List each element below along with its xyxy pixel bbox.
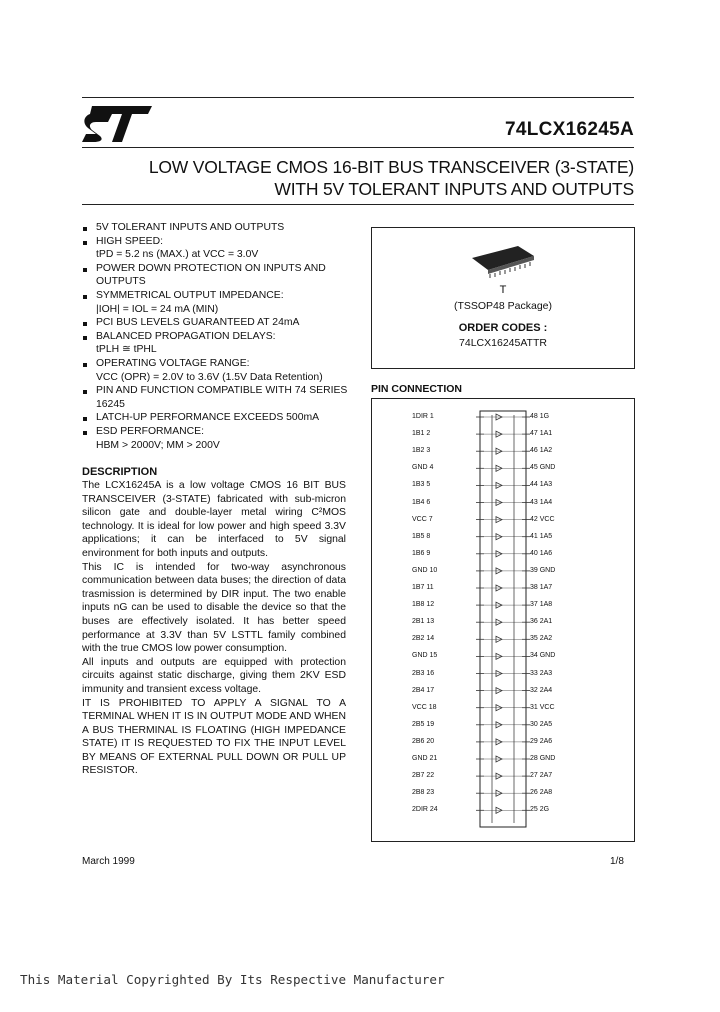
package-letter: T bbox=[499, 284, 507, 296]
pin-label-left: 1B7 11 bbox=[412, 584, 434, 591]
feature-list bbox=[82, 221, 357, 452]
feature-item: ESD PERFORMANCE: HBM > 2000V; MM > 200V bbox=[82, 425, 357, 452]
pin-label-left: 2B8 23 bbox=[412, 789, 435, 797]
pin-label-right: 48 1G bbox=[530, 413, 550, 420]
top-rule bbox=[82, 97, 634, 98]
feature-item: 5V TOLERANT INPUTS AND OUTPUTS bbox=[82, 221, 357, 235]
st-logo bbox=[82, 104, 154, 144]
pin-label-right: 38 1A7 bbox=[530, 584, 553, 591]
pin-label-right: 27 2A7 bbox=[530, 772, 553, 780]
feature-item: SYMMETRICAL OUTPUT IMPEDANCE: |IOH| = IOL = 24 mA (MIN) bbox=[82, 289, 357, 316]
pin-label-right: 36 2A1 bbox=[530, 618, 553, 626]
pin-label-right: 42 VCC bbox=[530, 515, 555, 523]
package-name: (TSSOP48 Package) bbox=[453, 300, 553, 312]
pin-label-right: 40 1A6 bbox=[530, 549, 553, 557]
pin-label-left: 1B8 12 bbox=[412, 601, 435, 609]
pin-label-left: 1B1 2 bbox=[412, 430, 431, 438]
pin-label-left: GND 4 bbox=[412, 464, 434, 472]
title-line2: WITH 5V TOLERANT INPUTS AND OUTPUTS bbox=[274, 179, 634, 199]
pin-label-right: 25 2G bbox=[530, 806, 550, 814]
pin-label-left: 1B3 5 bbox=[412, 481, 431, 489]
copyright-notice: This Material Copyrighted By Its Respective Manufacturer bbox=[20, 972, 445, 987]
title-line1: LOW VOLTAGE CMOS 16-BIT BUS TRANSCEIVER (3-STATE) bbox=[148, 157, 634, 177]
feature-item: BALANCED PROPAGATION DELAYS: tPLH ≅ tPHL bbox=[82, 330, 357, 357]
pin-label-left: VCC 7 bbox=[412, 515, 433, 523]
pin-label-right: 44 1A3 bbox=[530, 481, 553, 489]
footer-page: 1/8 bbox=[610, 856, 624, 867]
pin-label-right: 46 1A2 bbox=[530, 447, 553, 455]
pin-label-right: 39 GND bbox=[530, 566, 556, 574]
description-p3: All inputs and outputs are equipped with protection circuits against static discharge, giving them 2KV ESD immunity and transient excess voltage. bbox=[82, 656, 346, 695]
pin-label-right: 35 2A2 bbox=[530, 635, 553, 643]
pin-label-right: 47 1A1 bbox=[530, 430, 553, 438]
description-p2: This IC is intended for two-way asynchronous communication between data buses; the direction of data trasmission is determined by DIR input. The two enable inputs nG can be used to disable the device so that the buses are effectively isolated. It has better speed performance at 3.3V than 5V LSTTL family combined with the true CMOS low power consumption. bbox=[82, 561, 346, 655]
feature-item: POWER DOWN PROTECTION ON INPUTS AND OUTPUTS bbox=[82, 262, 357, 289]
pin-connection-heading: PIN CONNECTION bbox=[371, 383, 463, 395]
pin-label-left: 1B6 9 bbox=[412, 549, 431, 557]
pin-label-right: 31 VCC bbox=[530, 703, 555, 711]
pin-label-left: GND 15 bbox=[412, 652, 438, 660]
feature-item: PCI BUS LEVELS GUARANTEED AT 24mA bbox=[82, 316, 357, 330]
description-heading: DESCRIPTION bbox=[82, 466, 158, 478]
pin-label-right: 29 2A6 bbox=[530, 737, 553, 745]
pin-label-left: 2DIR 24 bbox=[412, 806, 438, 814]
pin-label-right: 26 2A8 bbox=[530, 789, 553, 797]
pin-label-left: 2B7 22 bbox=[412, 772, 435, 780]
pin-label-right: 34 GND bbox=[530, 652, 556, 660]
pin-label-right: 37 1A8 bbox=[530, 601, 553, 609]
description-p1: The LCX16245A is a low voltage CMOS 16 BIT BUS TRANSCEIVER (3-STATE) fabricated with sub-micron silicon gate and double-layer metal wiring C²MOS technology. It is ideal for low power and high speed 3.3V applications; it can be interfaced to 5V signal environment for both inputs and outputs. bbox=[82, 480, 346, 559]
pin-label-right: 28 GND bbox=[530, 755, 556, 762]
pin-label-left: GND 21 bbox=[412, 755, 438, 762]
pin-label-right: 41 1A5 bbox=[530, 532, 553, 540]
tssop-chip-icon bbox=[468, 244, 538, 284]
package-box bbox=[371, 227, 635, 369]
pin-label-left: 2B3 16 bbox=[412, 669, 435, 677]
pin-label-left: 2B6 20 bbox=[412, 737, 435, 745]
pin-label-right: 33 2A3 bbox=[530, 669, 553, 677]
pin-label-left: 1B4 6 bbox=[412, 498, 431, 506]
feature-item: HIGH SPEED: tPD = 5.2 ns (MAX.) at VCC = 3.0V bbox=[82, 235, 357, 262]
pin-label-left: 2B1 13 bbox=[412, 618, 435, 626]
mid-rule bbox=[82, 147, 634, 148]
pin-label-left: 2B5 19 bbox=[412, 720, 435, 728]
pin-label-right: 32 2A4 bbox=[530, 686, 553, 694]
part-number: 74LCX16245A bbox=[505, 119, 634, 140]
footer-date: March 1999 bbox=[82, 856, 135, 867]
pin-label-left: 1B2 3 bbox=[412, 447, 431, 455]
pin-label-right: 43 1A4 bbox=[530, 498, 553, 506]
pin-label-right: 30 2A5 bbox=[530, 720, 553, 728]
pin-label-left: VCC 18 bbox=[412, 703, 437, 711]
pin-label-right: 45 GND bbox=[530, 464, 556, 472]
order-codes-heading: ORDER CODES : bbox=[458, 322, 548, 334]
pin-label-left: 1B5 8 bbox=[412, 532, 431, 540]
pin-label-left: 1DIR 1 bbox=[412, 413, 434, 420]
title-rule bbox=[82, 204, 634, 205]
pin-diagram bbox=[371, 398, 635, 842]
pin-label-left: GND 10 bbox=[412, 566, 438, 574]
feature-item: OPERATING VOLTAGE RANGE: VCC (OPR) = 2.0V to 3.6V (1.5V Data Retention) bbox=[82, 357, 357, 384]
pin-label-left: 2B4 17 bbox=[412, 686, 435, 694]
order-code: 74LCX16245ATTR bbox=[459, 337, 547, 349]
feature-item: LATCH-UP PERFORMANCE EXCEEDS 500mA bbox=[82, 411, 357, 425]
description-p4: IT IS PROHIBITED TO APPLY A SIGNAL TO A TERMINAL WHEN IT IS IN OUTPUT MODE AND WHEN A BUS THERMINAL IS FLOATING (HIGH IMPEDANCE STATE) IT IS REQUESTED TO FIX THE INPUT LEVEL BY MEANS OF EXTERNAL PULL DOWN OR PULL UP RESISTOR. bbox=[82, 697, 346, 777]
pin-label-left: 2B2 14 bbox=[412, 635, 435, 643]
description-body bbox=[82, 479, 346, 778]
feature-item: PIN AND FUNCTION COMPATIBLE WITH 74 SERIES 16245 bbox=[82, 384, 357, 411]
